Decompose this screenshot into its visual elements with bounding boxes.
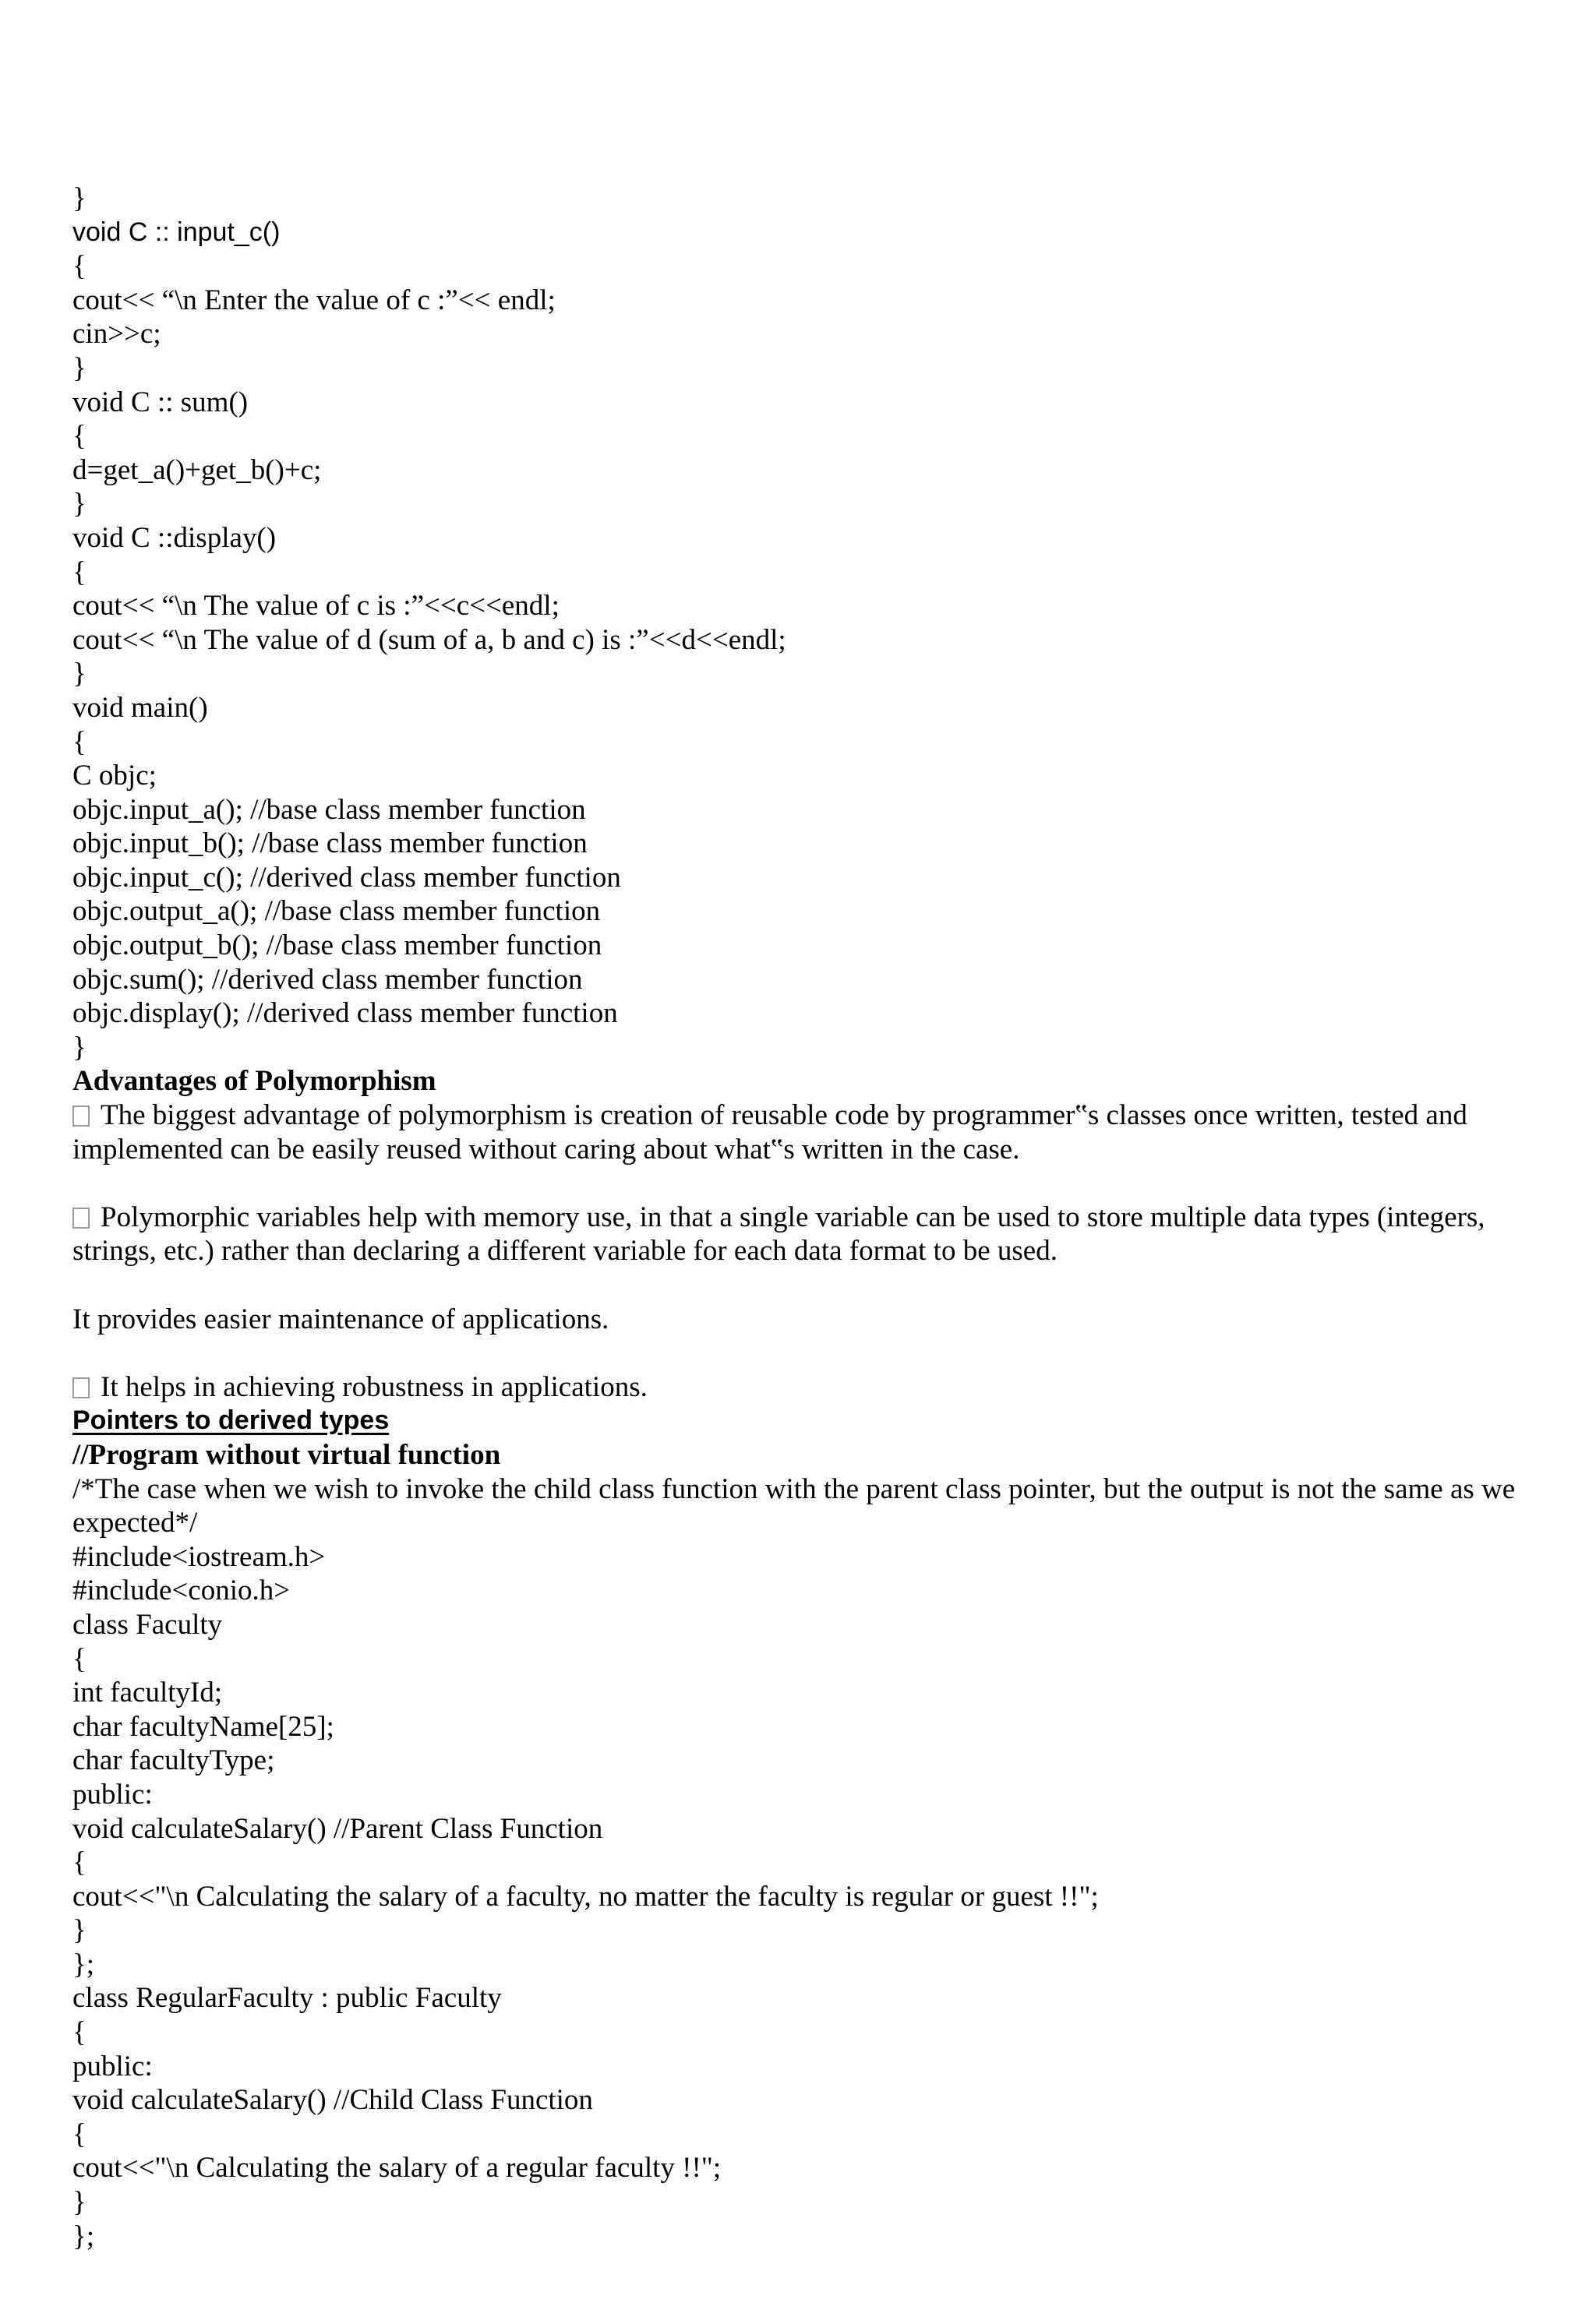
code-line: void C ::display() [72,521,277,554]
code-line: void C :: input_c() [72,217,281,247]
code-line: cout<< “\n Enter the value of c :”<< endl; [72,284,556,316]
code-line: { [72,725,87,758]
code-line: } [72,658,87,690]
advantage-item [72,1370,1553,1405]
blank-line [72,1268,1553,1303]
advantage-item [72,1099,1553,1133]
advantage-text: It helps in achieving robustness in applications. [101,1370,648,1403]
code-line: C objc; [72,760,157,792]
code-line: objc.input_a(); //base class member function [72,793,586,826]
code-line: { [72,250,87,283]
code-line: #include<conio.h> [72,1575,291,1607]
advantage-text: Polymorphic variables help with memory use, in that a single variable can be used to store multiple data types (integers, [101,1201,1485,1233]
bullet-glyph-icon [72,1106,90,1127]
comment-line: expected*/ [72,1507,198,1539]
advantage-text: The biggest advantage of polymorphism is creation of reusable code by programmer‟s classes once written, tested and [101,1099,1467,1132]
code-line: cin>>c; [72,318,161,351]
advantage-item [72,1201,1553,1235]
code-line: objc.output_b(); //base class member function [72,929,602,962]
advantage-text-continued: implemented can be easily reused without caring about what‟s written in the case. [72,1133,1020,1166]
code-line: d=get_a()+get_b()+c; [72,453,322,486]
code-line: { [72,2016,87,2049]
advantage-item: It provides easier maintenance of applications. [72,1303,609,1335]
code-line: } [72,351,87,384]
code-line: void main() [72,691,208,724]
code-line: { [72,1642,87,1675]
code-line: } [72,1914,87,1947]
code-line: objc.output_a(); //base class member function [72,895,601,928]
code-line: }; [72,2220,95,2252]
code-line: } [72,182,87,214]
code-line: public: [72,1778,153,1811]
code-line: } [72,488,87,520]
code-line: char facultyType; [72,1744,275,1777]
blank-line [72,1336,1553,1370]
code-line: void C :: sum() [72,386,249,418]
code-line: class RegularFaculty : public Faculty [72,1982,502,2015]
code-line: objc.input_b(); //base class member function [72,827,588,860]
bullet-glyph-icon [72,1377,90,1398]
code-line: #include<iostream.h> [72,1540,326,1573]
code-line: { [72,555,87,588]
advantages-heading: Advantages of Polymorphism [72,1065,436,1098]
code-line: objc.input_c(); //derived class member function [72,861,621,894]
comment-line: /*The case when we wish to invoke the child class function with the parent class pointer, but the output is not the same as we [72,1472,1516,1505]
code-line: public: [72,2050,153,2082]
code-line: int facultyId; [72,1677,223,1709]
code-line: objc.sum(); //derived class member function [72,963,583,996]
code-line: void calculateSalary() //Child Class Function [72,2084,593,2117]
code-line: cout<<"\n Calculating the salary of a faculty, no matter the faculty is regular or guest !!"; [72,1880,1099,1913]
advantage-text-continued: strings, etc.) rather than declaring a different variable for each data format to be used. [72,1235,1058,1268]
code-line: { [72,420,87,453]
document-body [72,182,1553,2253]
code-line: class Faculty [72,1608,223,1641]
blank-line [72,1166,1553,1201]
code-line: cout<<"\n Calculating the salary of a regular faculty !!"; [72,2152,722,2185]
code-line: char facultyName[25]; [72,1710,334,1743]
code-line: objc.display(); //derived class member function [72,997,618,1030]
code-line: } [72,2186,87,2219]
code-line: cout<< “\n The value of d (sum of a, b and c) is :”<<d<<endl; [72,623,786,656]
code-line: }; [72,1948,95,1980]
bullet-glyph-icon [72,1208,90,1229]
code-line: } [72,1031,87,1063]
code-line: { [72,1846,87,1879]
code-line: void calculateSalary() //Parent Class Function [72,1812,603,1845]
code-line: { [72,2118,87,2150]
pointers-heading: Pointers to derived types [72,1405,390,1436]
program-heading: //Program without virtual function [72,1438,501,1471]
code-line: cout<< “\n The value of c is :”<<c<<endl; [72,590,560,622]
